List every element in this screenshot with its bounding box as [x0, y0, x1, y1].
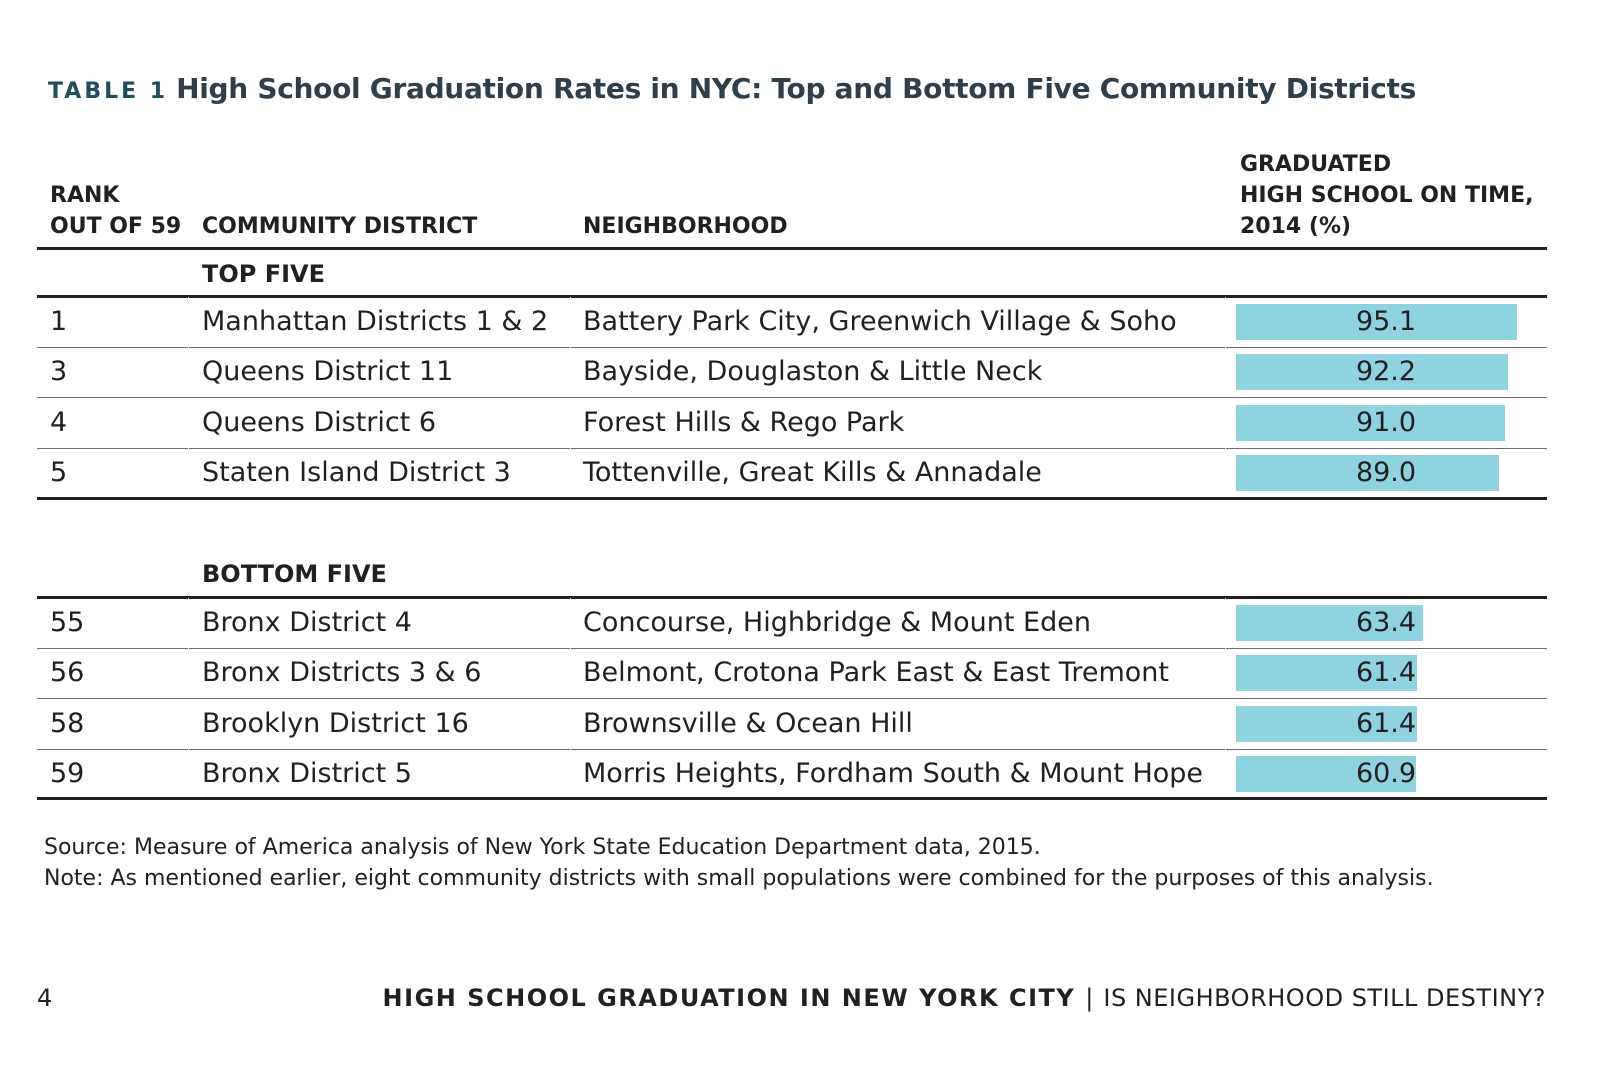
rank-cell: 55	[50, 607, 85, 638]
footer-running-title	[383, 980, 1546, 1016]
header-rank-line2: OUT OF 59	[50, 214, 182, 239]
header-district: COMMUNITY DISTRICT	[202, 214, 478, 239]
neighborhood-cell: Tottenville, Great Kills & Annadale	[583, 456, 1042, 488]
neighborhood-cell: Brownsville & Ocean Hill	[583, 707, 913, 739]
header-rate	[1240, 149, 1533, 242]
rank-cell: 59	[50, 757, 85, 789]
neighborhood-cell: Morris Heights, Fordham South & Mount Hope	[583, 757, 1204, 789]
district-cell: Bronx District 4	[202, 607, 412, 638]
column-gap	[570, 347, 571, 397]
bottom-end-rule	[37, 797, 1547, 800]
graduation-rate-bar	[1236, 756, 1416, 792]
page-footer	[0, 980, 1600, 1016]
rank-cell: 1	[50, 306, 68, 337]
header-neighborhood: NEIGHBORHOOD	[583, 214, 788, 239]
column-gap	[1225, 347, 1226, 397]
neighborhood-cell: Belmont, Crotona Park East & East Tremont	[583, 657, 1169, 689]
column-gap	[188, 297, 189, 347]
footer-title: HIGH SCHOOL GRADUATION IN NEW YORK CITY	[382, 984, 1076, 1012]
column-gap	[570, 448, 571, 498]
table-row	[0, 448, 1600, 498]
footer-subtitle: IS NEIGHBORHOOD STILL DESTINY?	[1103, 984, 1546, 1012]
page-number: 4	[37, 984, 53, 1012]
column-gap	[1225, 448, 1226, 498]
column-gap	[188, 648, 189, 698]
column-gap	[188, 749, 189, 799]
column-gap	[188, 699, 189, 749]
table-header	[0, 150, 1600, 248]
graduation-rate-label: 63.4	[1355, 607, 1417, 638]
graduation-rate-bar	[1236, 405, 1505, 441]
table-title	[48, 72, 1416, 105]
neighborhood-cell: Bayside, Douglaston & Little Neck	[583, 356, 1043, 388]
table-row	[0, 347, 1600, 397]
column-gap	[1225, 749, 1226, 799]
district-cell: Bronx Districts 3 & 6	[202, 657, 482, 689]
footer-separator: |	[1085, 984, 1094, 1012]
rank-cell: 58	[50, 707, 85, 739]
column-gap	[570, 598, 571, 648]
header-rank	[50, 180, 181, 242]
column-gap	[570, 749, 571, 799]
rank-cell: 3	[50, 356, 68, 388]
column-gap	[188, 448, 189, 498]
graduation-rate-bar	[1236, 655, 1417, 691]
district-cell: Manhattan Districts 1 & 2	[202, 306, 549, 337]
graduation-rate-bar	[1236, 354, 1508, 390]
neighborhood-cell: Concourse, Highbridge & Mount Eden	[583, 607, 1091, 638]
column-gap	[1225, 297, 1226, 347]
table-tag: TABLE 1	[48, 79, 169, 104]
graduation-rate-label: 92.2	[1355, 356, 1417, 388]
column-gap	[188, 598, 189, 648]
table-title-text: High School Graduation Rates in NYC: Top and Bottom Five Community Districts	[176, 72, 1416, 105]
rank-cell: 5	[50, 456, 68, 488]
table-row	[0, 297, 1600, 347]
header-rate-line2: HIGH SCHOOL ON TIME,	[1240, 183, 1534, 208]
header-rate-line3: 2014 (%)	[1240, 214, 1352, 239]
table-row	[0, 598, 1600, 648]
table-row	[0, 749, 1600, 799]
neighborhood-cell: Forest Hills & Rego Park	[583, 406, 905, 438]
graduation-rate-bar	[1236, 706, 1417, 742]
district-cell: Queens District 6	[202, 406, 437, 438]
district-cell: Bronx District 5	[202, 757, 412, 789]
notes	[44, 832, 1434, 894]
column-gap	[570, 648, 571, 698]
table-row	[0, 699, 1600, 749]
column-gap	[1225, 699, 1226, 749]
column-gap	[570, 297, 571, 347]
table-row	[0, 648, 1600, 698]
source-note: Source: Measure of America analysis of New York State Education Department data, 2015.	[44, 835, 1041, 860]
graduation-rate-label: 61.4	[1355, 657, 1417, 689]
graduation-rate-label: 60.9	[1355, 757, 1417, 789]
column-gap	[1225, 398, 1226, 448]
district-cell: Queens District 11	[202, 356, 454, 388]
column-gap	[188, 347, 189, 397]
graduation-rate-bar	[1236, 455, 1499, 491]
top-end-rule	[37, 497, 1547, 500]
graduation-rate-bar	[1236, 605, 1423, 641]
header-rate-line1: GRADUATED	[1240, 152, 1392, 177]
column-gap	[570, 699, 571, 749]
neighborhood-cell: Battery Park City, Greenwich Village & Soho	[583, 306, 1177, 337]
graduation-rate-label: 61.4	[1355, 707, 1417, 739]
analysis-note: Note: As mentioned earlier, eight community districts with small populations were combined for the purposes of this analysis.	[44, 866, 1434, 891]
section-bottom-label: BOTTOM FIVE	[202, 560, 387, 588]
graduation-rate-label: 95.1	[1355, 306, 1417, 337]
section-top-label: TOP FIVE	[202, 260, 326, 288]
column-gap	[1225, 648, 1226, 698]
district-cell: Brooklyn District 16	[202, 707, 469, 739]
column-gap	[570, 398, 571, 448]
column-gap	[1225, 598, 1226, 648]
graduation-rate-bar	[1236, 304, 1517, 340]
header-rule	[37, 247, 1547, 250]
graduation-rate-label: 91.0	[1355, 406, 1417, 438]
column-gap	[188, 398, 189, 448]
rank-cell: 56	[50, 657, 85, 689]
graduation-rate-label: 89.0	[1355, 456, 1417, 488]
table-row	[0, 398, 1600, 448]
district-cell: Staten Island District 3	[202, 456, 511, 488]
rank-cell: 4	[50, 406, 68, 438]
header-rank-line1: RANK	[50, 183, 120, 208]
